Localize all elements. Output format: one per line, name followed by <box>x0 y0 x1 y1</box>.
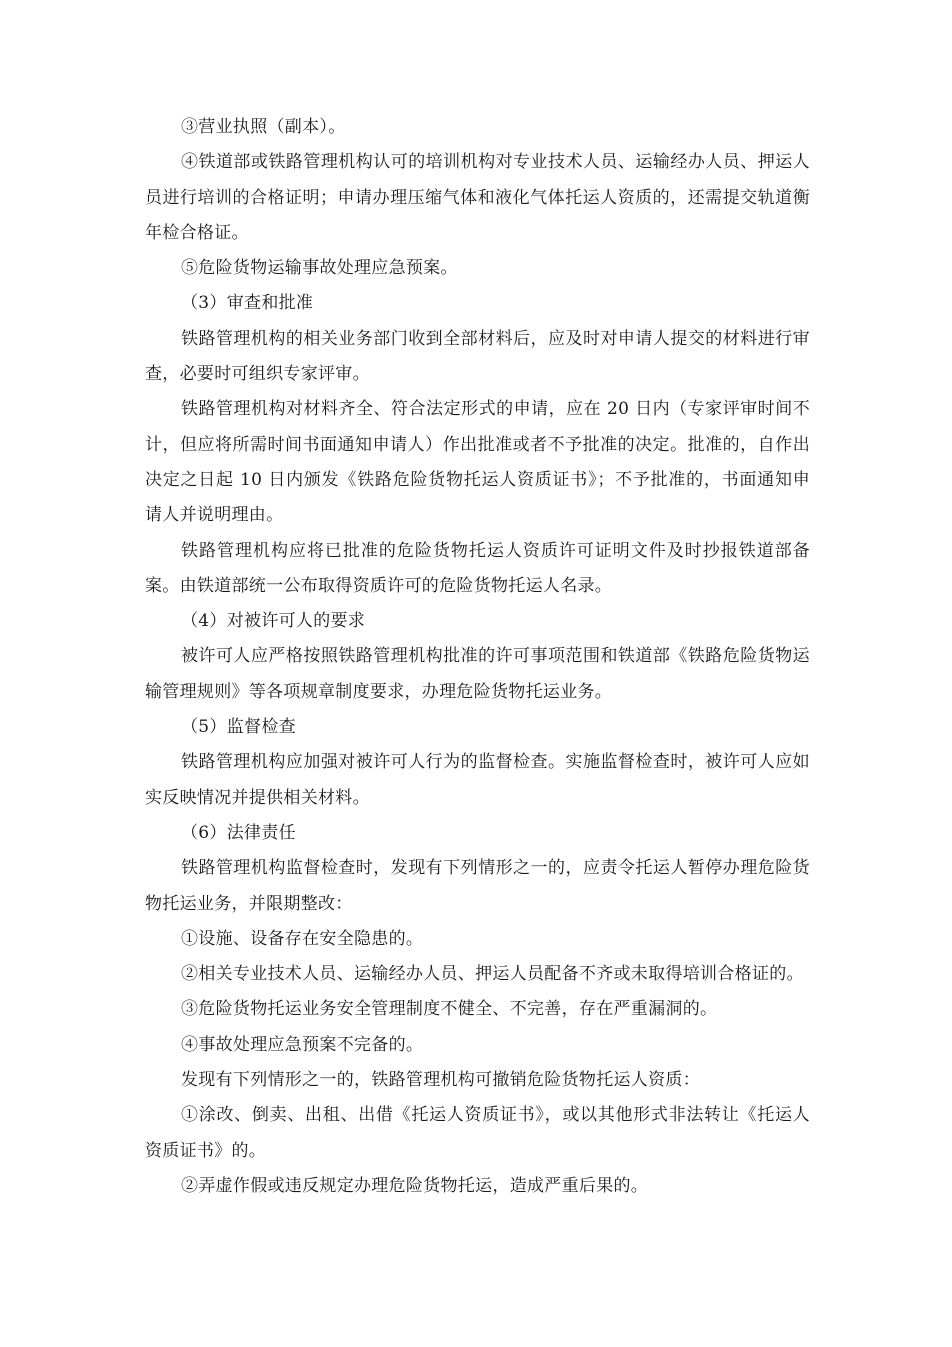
section-heading-legal-liability: （6）法律责任 <box>181 822 296 843</box>
paragraph-supervision: 铁路管理机构应加强对被许可人行为的监督检查。实施监督检查时，被许可人应如实反映情况并提供相关材料。 <box>145 752 810 808</box>
list-item-facility-hazards: ①设施、设备存在安全隐患的。 <box>181 928 424 949</box>
paragraph-suspension-conditions: 铁路管理机构监督检查时，发现有下列情形之一的，应责令托运人暂停办理危险货物托运业务，并限期整改： <box>145 858 810 914</box>
document-page <box>145 110 810 1204</box>
section-heading-licensee-requirements: （4）对被许可人的要求 <box>181 611 366 632</box>
paragraph-filing: 铁路管理机构应将已批准的危险货物托运人资质许可证明文件及时抄报铁道部备案。由铁道部统一公布取得资质许可的危险货物托运人名录。 <box>145 540 810 596</box>
list-item-emergency-plan: ⑤危险货物运输事故处理应急预案。 <box>181 258 458 279</box>
paragraph-revocation-conditions: 发现有下列情形之一的，铁路管理机构可撤销危险货物托运人资质： <box>181 1070 700 1091</box>
list-item-safety-system: ③危险货物托运业务安全管理制度不健全、不完善，存在严重漏洞的。 <box>181 999 718 1020</box>
section-heading-review: （3）审查和批准 <box>181 293 314 314</box>
list-item-staffing: ②相关专业技术人员、运输经办人员、押运人员配备不齐或未取得培训合格证的。 <box>181 964 804 985</box>
section-heading-supervision: （5）监督检查 <box>181 717 296 738</box>
list-item-certificate-misuse: ①涂改、倒卖、出租、出借《托运人资质证书》，或以其他形式非法转让《托运人资质证书》的。 <box>145 1105 810 1161</box>
paragraph-approval-decision: 铁路管理机构对材料齐全、符合法定形式的申请，应在 20 日内（专家评审时间不计，但应将所需时间书面通知申请人）作出批准或者不予批准的决定。批准的，自作出决定之日起 10 日内颁发《铁路危险货物托运人资质证书》；不予批准的，书面通知申请人并说明理由。 <box>145 399 810 526</box>
paragraph-review-materials: 铁路管理机构的相关业务部门收到全部材料后，应及时对申请人提交的材料进行审查，必要时可组织专家评审。 <box>145 328 810 385</box>
paragraph-licensee-requirements: 被许可人应严格按照铁路管理机构批准的许可事项范围和铁道部《铁路危险货物运输管理规则》等各项规章制度要求，办理危险货物托运业务。 <box>145 646 810 702</box>
list-item-fraud: ②弄虚作假或违反规定办理危险货物托运，造成严重后果的。 <box>181 1175 649 1196</box>
list-item-training-certificate: ④铁道部或铁路管理机构认可的培训机构对专业技术人员、运输经办人员、押运人员进行培训的合格证明；申请办理压缩气体和液化气体托运人资质的，还需提交轨道衡年检合格证。 <box>145 152 810 243</box>
list-item-incomplete-plan: ④事故处理应急预案不完备的。 <box>181 1034 424 1055</box>
list-item-business-license: ③营业执照（副本）。 <box>181 117 346 137</box>
